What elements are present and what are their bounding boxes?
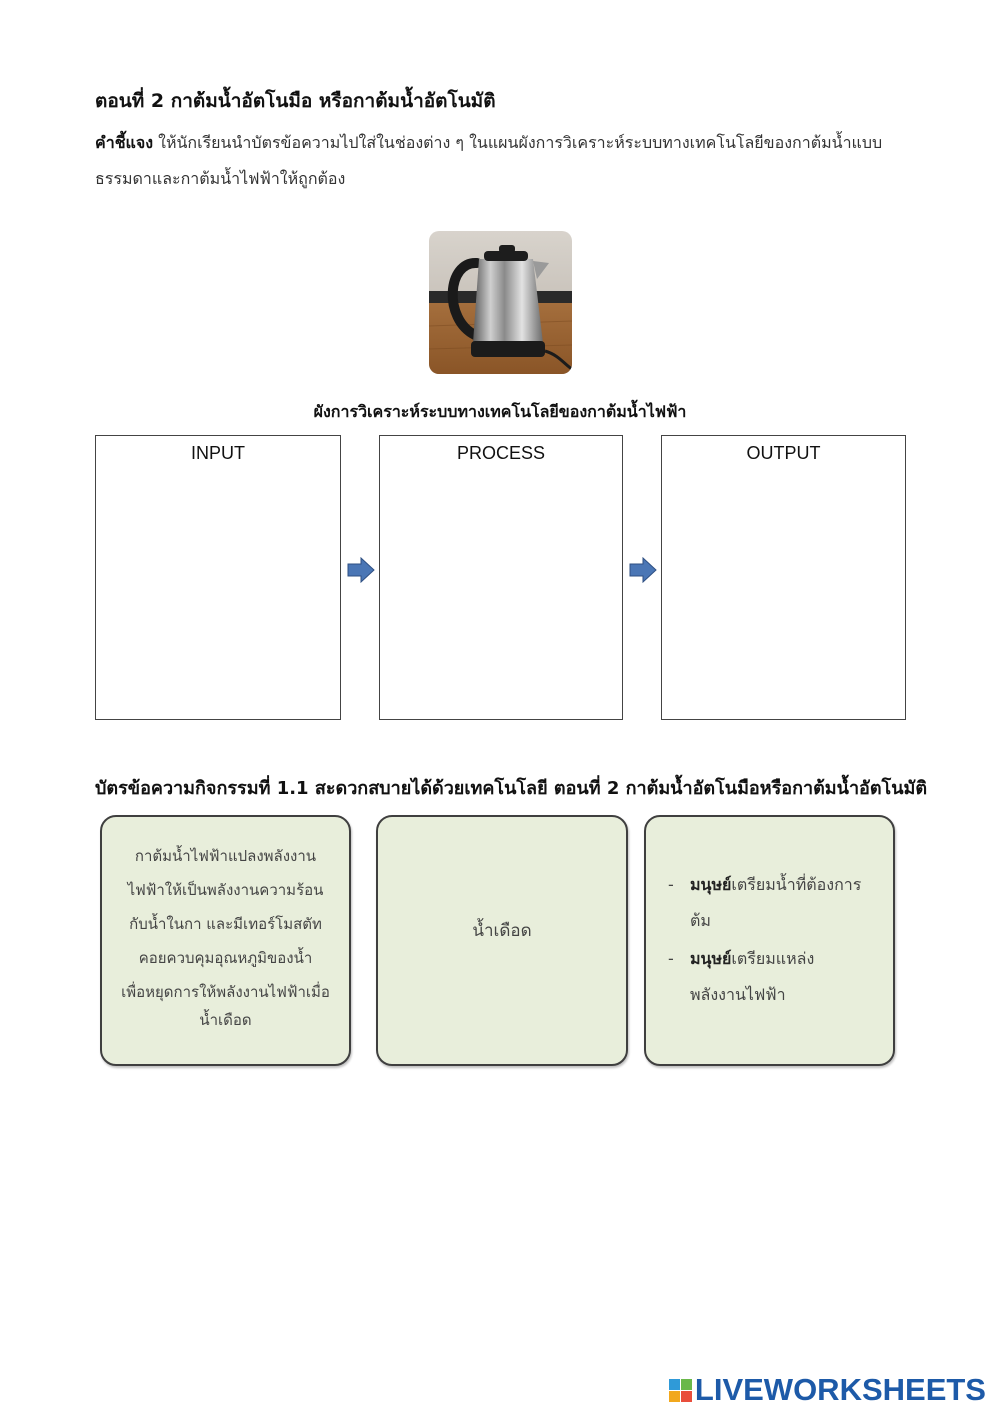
liveworksheets-logo bbox=[669, 1372, 986, 1408]
diagram-caption: ผังการวิเคราะห์ระบบทางเทคโนโลยีของกาต้มน้ำไฟฟ้า bbox=[313, 402, 687, 421]
input-drop-box[interactable] bbox=[95, 435, 341, 720]
card-3-list bbox=[668, 867, 883, 1015]
process-drop-box[interactable] bbox=[379, 435, 623, 720]
logo-mark-icon bbox=[669, 1379, 692, 1402]
item-text: พลังงานไฟฟ้า bbox=[690, 985, 786, 1004]
card-1-line: ไฟฟ้าให้เป็นพลังงานความร้อน bbox=[127, 881, 324, 899]
bold-word: มนุษย์ bbox=[690, 949, 732, 968]
list-item-text bbox=[690, 941, 814, 1013]
card-1-line: คอยควบคุมอุณหภูมิของน้ำ bbox=[138, 949, 313, 967]
input-heading: INPUT bbox=[191, 443, 245, 463]
text-card-2[interactable] bbox=[376, 815, 628, 1066]
instruction-text-2: ธรรมดาและกาต้มน้ำไฟฟ้าให้ถูกต้อง bbox=[95, 169, 346, 188]
card-2-text: น้ำเดือด bbox=[472, 921, 532, 941]
instruction-text-1: ให้นักเรียนนำบัตรข้อความไปใส่ในช่องต่าง ๆ ในแผนผังการวิเคราะห์ระบบทางเทคโนโลยีของกาต้มน้ำแบบ bbox=[153, 133, 883, 152]
instructions bbox=[95, 125, 915, 197]
text-card-3[interactable] bbox=[644, 815, 895, 1066]
card-1-line: เพื่อหยุดการให้พลังงานไฟฟ้าเมื่อ bbox=[121, 983, 330, 1001]
text-card-1[interactable] bbox=[100, 815, 351, 1066]
kettle-photo bbox=[429, 231, 572, 374]
card-1-line: น้ำเดือด bbox=[199, 1011, 252, 1029]
brand-name: LIVEWORKSHEETS bbox=[694, 1372, 986, 1407]
bullet-dash: - bbox=[668, 875, 674, 894]
output-drop-box[interactable] bbox=[661, 435, 906, 720]
list-item bbox=[668, 941, 883, 1013]
instruction-label: คำชี้แจง bbox=[95, 133, 154, 152]
card-1-line: กาต้มน้ำไฟฟ้าแปลงพลังงาน bbox=[134, 847, 317, 865]
card-1-text bbox=[110, 839, 341, 1031]
output-heading: OUTPUT bbox=[746, 443, 821, 463]
bullet-dash: - bbox=[668, 949, 674, 968]
list-item-text bbox=[690, 867, 861, 939]
item-text: เตรียมน้ำที่ต้องการ bbox=[731, 875, 862, 894]
cards-heading: บัตรข้อความกิจกรรมที่ 1.1 สะดวกสบายได้ด้วยเทคโนโลยี ตอนที่ 2 กาต้มน้ำอัตโนมือหรือกาต้มน้ำอัตโนมัติ bbox=[95, 778, 928, 799]
card-1-line: กับน้ำในกา และมีเทอร์โมสตัท bbox=[129, 915, 322, 933]
item-text: เตรียมแหล่ง bbox=[731, 949, 815, 968]
item-text: ต้ม bbox=[690, 911, 711, 930]
list-item bbox=[668, 867, 883, 939]
process-heading: PROCESS bbox=[456, 443, 546, 463]
arrow-right-icon bbox=[347, 557, 375, 583]
page-title: ตอนที่ 2 กาต้มน้ำอัตโนมือ หรือกาต้มน้ำอัตโนมัติ bbox=[95, 90, 496, 112]
arrow-right-icon bbox=[629, 557, 657, 583]
bold-word: มนุษย์ bbox=[690, 875, 732, 894]
